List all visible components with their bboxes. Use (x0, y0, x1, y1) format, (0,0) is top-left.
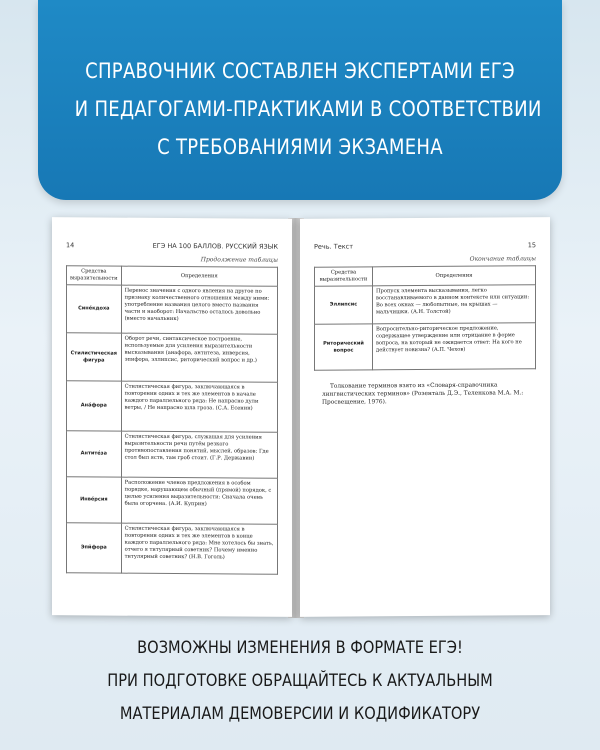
table-header-row (67, 266, 278, 286)
running-head: Речь. Текст (314, 242, 353, 251)
footer-line: ПРИ ПОДГОТОВКЕ ОБРАЩАЙТЕСЬ К АКТУАЛЬНЫМ (107, 671, 493, 691)
column-header: Средства выразительности (315, 267, 373, 286)
definition-cell: Перенос значения с одного явления на другое по признаку количественного отношения между ними: употребление названия целого вместо названия части и наоборот: Начальство осталось довольно (вместо начальник) (121, 285, 277, 334)
open-book-image (52, 218, 552, 618)
banner-line: С ТРЕБОВАНИЯМИ ЭКЗАМЕНА (157, 135, 443, 159)
left-page-header (66, 241, 278, 250)
source-note: Толкование терминов взято из «Словаря-справочника лингвистических терминов» (Розенталь Д.Э., Теленкова М.А. М.: Просвещение, 1976). (322, 382, 524, 406)
table-row (315, 323, 536, 371)
banner-line: СПРАВОЧНИК СОСТАВЛЕН ЭКСПЕРТАМИ ЕГЭ (85, 59, 515, 83)
table-row (315, 285, 536, 325)
term-cell: Синéкдоха (67, 285, 122, 333)
definition-cell: Стилистическая фигура, заключающаяся в повторении одних и тех же элементов в начале каждого параллельного ряда: Не напрасно дули ветры, / Не напрасно шла гроза. (С.А. Есенин) (121, 381, 277, 432)
term-cell: Эллипсис (315, 286, 373, 324)
term-cell: Инвéрсия (67, 477, 122, 523)
table-continuation-label: Окончание таблицы (469, 255, 536, 263)
table-row (67, 285, 278, 334)
table-row (67, 477, 278, 524)
right-page (300, 217, 550, 617)
column-header: Определения (373, 266, 536, 286)
table-continuation-label: Продолжение таблицы (200, 256, 278, 264)
page-number: 15 (527, 241, 536, 250)
definition-cell: Стилистическая фигура, служащая для усиления выразительности речи путём резкого противопоставления понятий, мыслей, образов: Где стол был яств, там гроб стоит. (Г.Р. Державин) (121, 431, 277, 478)
right-page-header (314, 241, 536, 251)
table-row (67, 523, 278, 574)
table-header-row (315, 266, 536, 287)
footer-line: МАТЕРИАЛАМ ДЕМОВЕРСИИ И КОДИФИКАТОРУ (119, 704, 481, 724)
term-cell: Стилистическая фигура (67, 333, 122, 381)
footer-line: ВОЗМОЖНЫ ИЗМЕНЕНИЯ В ФОРМАТЕ ЕГЭ! (137, 638, 463, 658)
banner-text (74, 52, 542, 166)
running-head: ЕГЭ НА 100 БАЛЛОВ. РУССКИЙ ЯЗЫК (152, 241, 278, 251)
page-number: 14 (66, 241, 75, 250)
terms-table (314, 265, 536, 371)
term-cell: Риторический вопрос (315, 324, 373, 370)
column-header: Средства выразительности (67, 266, 122, 285)
definition-cell: Расположение членов предложения в особом порядке, нарушающем обычный (прямой) порядок, с целью усиления выразительности: Сначала очень была огорчена. (А.И. Куприн) (121, 477, 277, 524)
table-row (67, 333, 278, 382)
header-banner (38, 0, 562, 200)
table-row (67, 431, 278, 478)
table-row (67, 381, 278, 432)
term-cell: Эпи́фора (67, 523, 122, 573)
definition-cell: Оборот речи, синтаксическое построение, используемые для усиления выразительности высказывания (анафора, антитеза, инверсия, эпифора, эллипсис, риторический вопрос и др.) (121, 333, 277, 382)
banner-line: И ПЕДАГОГАМИ-ПРАКТИКАМИ В СООТВЕТСТВИИ (74, 97, 542, 121)
definition-cell: Вопросительно-риторическое предложение, содержащее утверждение или отрицание в форме вопроса, на который не ожидается ответ: На кого не действует новизна? (А.П. Чехов) (373, 323, 536, 370)
column-header: Определения (121, 266, 277, 286)
term-cell: Антитéза (67, 431, 122, 477)
definition-cell: Стилистическая фигура, заключающаяся в повторении одних и тех же элементов в конце каждого параллельного ряда: Мне хотелось бы знать, отчего я титулярный советник? Почему именно титулярный советник? (Н.В. Гоголь) (121, 523, 277, 574)
left-page (52, 217, 292, 617)
definition-cell: Пропуск элемента высказывания, легко восстанавливаемого в данном контексте или ситуации: Во всех окнах — любопытные, на крышах — мальчишки. (А.Н. Толстой) (373, 285, 536, 324)
footer-notice (42, 632, 558, 731)
terms-table (66, 265, 278, 574)
term-cell: Анáфора (67, 381, 122, 431)
